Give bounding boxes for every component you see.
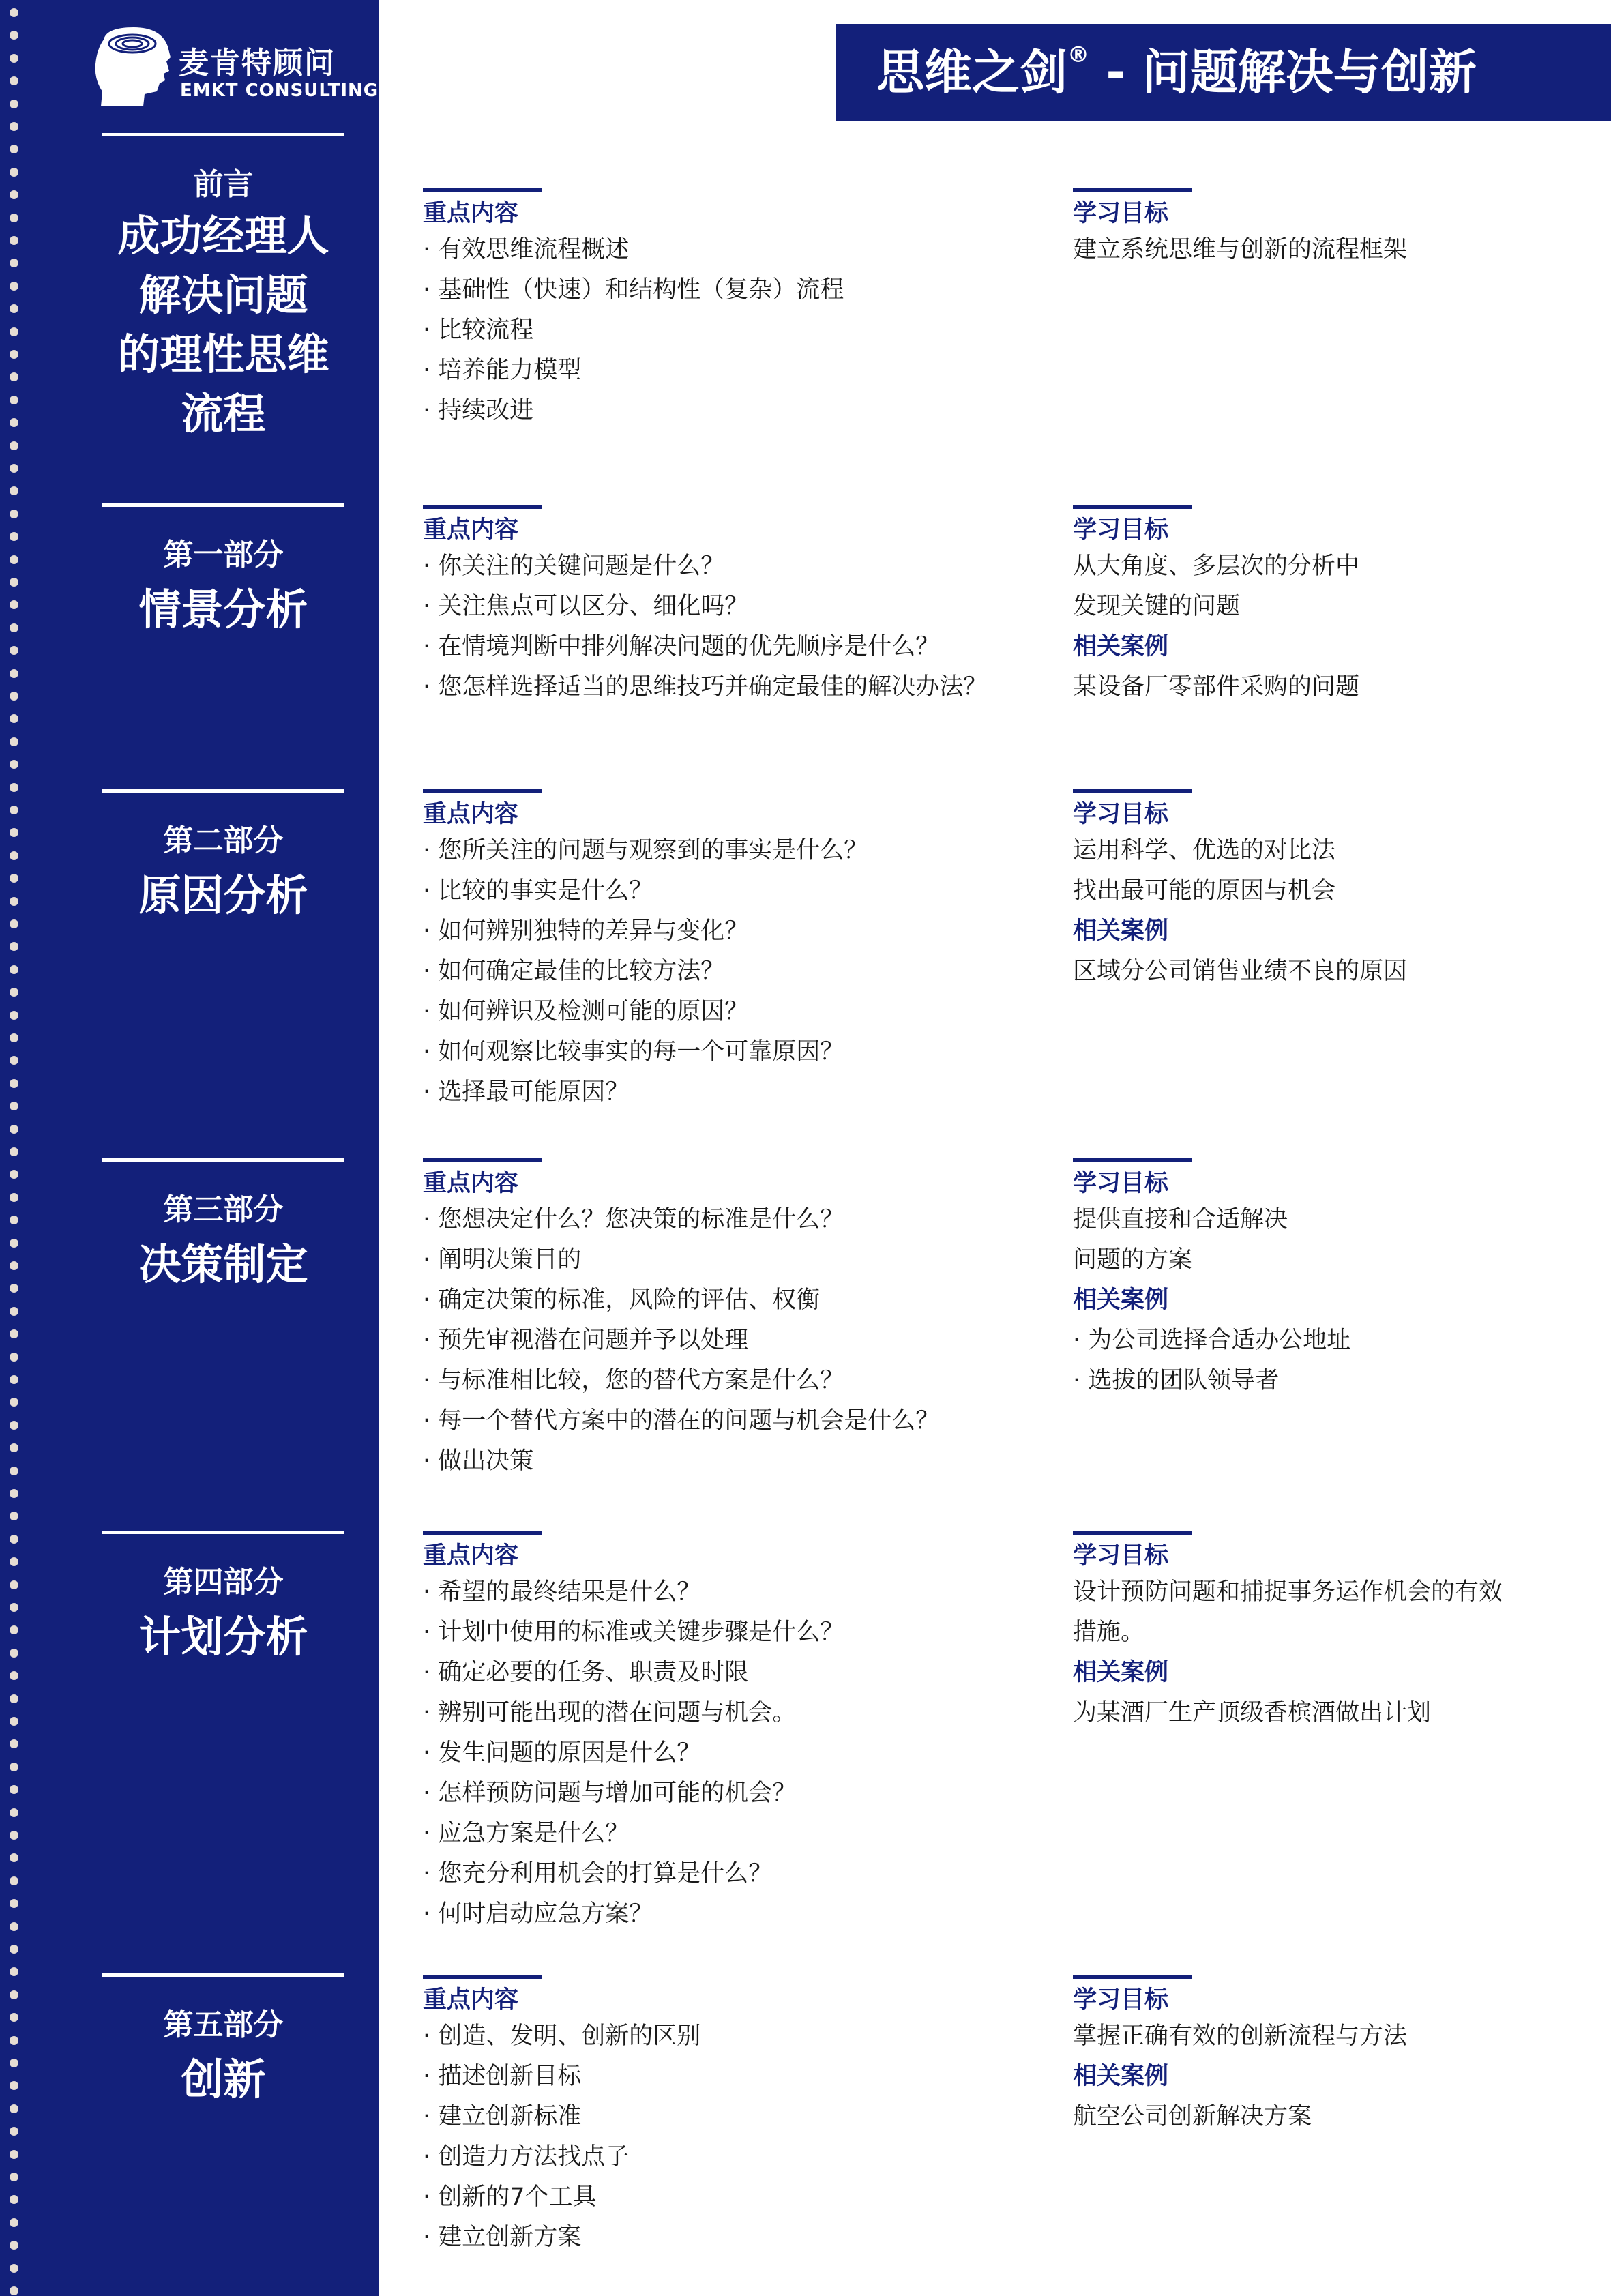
list-item: · 怎样预防问题与增加可能的机会？ xyxy=(423,1780,797,1807)
list-item: · 辨别可能出现的潜在问题与机会。 xyxy=(423,1699,797,1726)
border-dot xyxy=(10,418,18,427)
list-item: · 关注焦点可以区分、细化吗？ xyxy=(423,593,749,620)
section-subtitle: 第五部分 xyxy=(163,2007,284,2042)
learning-goal-label: 学习目标 xyxy=(1073,1542,1169,1570)
border-dot xyxy=(10,54,18,63)
learning-goal-label: 学习目标 xyxy=(1073,801,1169,828)
list-item: · 确定必要的任务、职责及时限 xyxy=(423,1659,749,1686)
list-item: · 确定决策的标准，风险的评估、权衡 xyxy=(423,1286,821,1314)
border-dot xyxy=(10,259,18,267)
list-item: · 培养能力模型 xyxy=(423,357,582,384)
border-dot xyxy=(10,2195,18,2204)
border-dot xyxy=(10,372,18,381)
related-case-label: 相关案例 xyxy=(1073,917,1169,945)
key-content-intro xyxy=(423,188,1064,431)
border-dot xyxy=(10,578,18,587)
section-title-line: 情景分析 xyxy=(138,585,308,634)
section-subtitle: 第二部分 xyxy=(163,823,284,858)
case-line: 航空公司创新解决方案 xyxy=(1073,2103,1312,2130)
border-dot xyxy=(10,1512,18,1520)
label-rule xyxy=(1073,505,1192,509)
list-item: · 您充分利用机会的打算是什么？ xyxy=(423,1860,773,1887)
header-band xyxy=(836,24,1611,121)
list-item: · 如何辨识及检测可能的原因？ xyxy=(423,998,749,1025)
key-content-label: 重点内容 xyxy=(423,200,519,227)
list-item: · 比较的事实是什么？ xyxy=(423,877,653,904)
border-dot xyxy=(10,600,18,609)
border-dot xyxy=(10,1216,18,1224)
label-rule xyxy=(423,1531,542,1535)
border-dot xyxy=(10,282,18,291)
section-divider xyxy=(102,1158,344,1162)
section-title-line: 的理性思维 xyxy=(117,329,329,379)
case-line: · 为公司选择合适办公地址 xyxy=(1073,1327,1351,1354)
border-dot xyxy=(10,2104,18,2113)
list-item: · 如何辨别独特的差异与变化？ xyxy=(423,917,749,945)
border-dot xyxy=(10,1261,18,1270)
border-dot xyxy=(10,2150,18,2159)
border-dot xyxy=(10,1193,18,1202)
border-dot xyxy=(10,1945,18,1954)
border-dot xyxy=(10,2081,18,2090)
learning-goal-intro xyxy=(1073,188,1591,270)
section-title-line: 创新 xyxy=(181,2055,266,2104)
border-dot xyxy=(10,1717,18,1726)
border-dot xyxy=(10,1671,18,1680)
key-content-label: 重点内容 xyxy=(423,1986,519,2014)
border-dot xyxy=(10,965,18,974)
goal-line: 找出最可能的原因与机会 xyxy=(1073,877,1336,904)
list-item: · 基础性（快速）和结构性（复杂）流程 xyxy=(423,276,844,304)
border-dot xyxy=(10,2173,18,2181)
border-dot xyxy=(10,1922,18,1931)
border-dot xyxy=(10,168,18,177)
section-subtitle: 第三部分 xyxy=(163,1192,284,1227)
list-item: · 您想决定什么？您决策的标准是什么？ xyxy=(423,1206,844,1233)
logo-name-cn: 麦肯特顾问 xyxy=(179,46,336,80)
list-item: · 阐明决策目的 xyxy=(423,1246,582,1274)
list-item: · 希望的最终结果是什么？ xyxy=(423,1578,701,1606)
list-item: · 选择最可能原因？ xyxy=(423,1078,630,1106)
section-title-intro xyxy=(102,133,344,443)
label-rule xyxy=(1073,188,1192,192)
list-item: · 建立创新方案 xyxy=(423,2224,582,2251)
border-dot xyxy=(10,1967,18,1976)
related-case-label: 相关案例 xyxy=(1073,2063,1169,2090)
border-dot xyxy=(10,1876,18,1885)
border-dot xyxy=(10,1489,18,1498)
list-item: · 创新的7个工具 xyxy=(423,2183,597,2211)
border-dot xyxy=(10,1625,18,1634)
list-item: · 创造力方法找点子 xyxy=(423,2143,630,2170)
goal-line: 发现关键的问题 xyxy=(1073,593,1241,620)
border-dot xyxy=(10,919,18,928)
border-dot xyxy=(10,897,18,906)
border-dot xyxy=(10,1899,18,1908)
key-content-part-2 xyxy=(423,789,1064,1113)
border-dot xyxy=(10,1421,18,1430)
border-dot xyxy=(10,555,18,564)
border-dot xyxy=(10,1170,18,1179)
section-title-line: 原因分析 xyxy=(138,870,308,920)
goal-line: 措施。 xyxy=(1073,1619,1145,1646)
list-item: · 你关注的关键问题是什么？ xyxy=(423,553,725,580)
label-rule xyxy=(423,1158,542,1162)
border-dot xyxy=(10,646,18,655)
border-dot xyxy=(10,236,18,245)
border-dot xyxy=(10,1990,18,1999)
key-content-part-3 xyxy=(423,1158,1064,1482)
list-item: · 何时启动应急方案？ xyxy=(423,1900,653,1928)
border-dot xyxy=(10,1808,18,1817)
section-title-line: 计划分析 xyxy=(138,1612,308,1662)
goal-line: 设计预防问题和捕捉事务运作机会的有效 xyxy=(1073,1578,1503,1606)
related-case-label: 相关案例 xyxy=(1073,1286,1169,1314)
border-dot xyxy=(10,714,18,723)
border-dot xyxy=(10,1739,18,1748)
label-rule xyxy=(423,1975,542,1979)
key-content-part-1 xyxy=(423,505,1064,707)
section-title-line: 解决问题 xyxy=(138,270,308,320)
page-title xyxy=(876,24,1477,121)
page-title-main: 思维之剑 xyxy=(876,44,1067,100)
border-dot xyxy=(10,2218,18,2227)
border-dot xyxy=(10,76,18,85)
border-dot xyxy=(10,874,18,883)
border-dot xyxy=(10,145,18,153)
learning-goal-part-3 xyxy=(1073,1158,1591,1401)
list-item: · 您所关注的问题与观察到的事实是什么？ xyxy=(423,837,868,864)
goal-line: 建立系统思维与创新的流程框架 xyxy=(1073,236,1408,263)
border-dot xyxy=(10,1603,18,1612)
section-title-line: 决策制定 xyxy=(138,1239,308,1289)
label-rule xyxy=(423,505,542,509)
border-dot xyxy=(10,806,18,814)
page-title-rest: - 问题解决与创新 xyxy=(1089,44,1477,100)
border-dot xyxy=(10,2286,18,2295)
case-line: · 选拔的团队领导者 xyxy=(1073,1367,1280,1394)
section-subtitle: 第四部分 xyxy=(163,1565,284,1600)
learning-goal-part-5 xyxy=(1073,1975,1591,2137)
border-dot xyxy=(10,737,18,746)
border-dot xyxy=(10,2241,18,2250)
border-dot xyxy=(10,1284,18,1293)
list-item: · 描述创新目标 xyxy=(423,2063,582,2090)
border-dot xyxy=(10,122,18,131)
list-item: · 如何确定最佳的比较方法？ xyxy=(423,958,725,985)
border-dot xyxy=(10,623,18,632)
section-subtitle: 第一部分 xyxy=(163,538,284,572)
border-dot xyxy=(10,828,18,837)
border-dot xyxy=(10,2264,18,2273)
list-item: · 您怎样选择适当的思维技巧并确定最佳的解决办法？ xyxy=(423,673,988,701)
border-dot xyxy=(10,350,18,359)
border-dot xyxy=(10,1353,18,1362)
logo xyxy=(89,26,379,108)
border-dot xyxy=(10,692,18,701)
key-content-part-4 xyxy=(423,1531,1064,1934)
border-dot xyxy=(10,988,18,997)
case-line: 为某酒厂生产顶级香槟酒做出计划 xyxy=(1073,1699,1432,1726)
border-dot xyxy=(10,190,18,199)
label-rule xyxy=(423,789,542,793)
list-item: · 应急方案是什么？ xyxy=(423,1820,630,1847)
learning-goal-label: 学习目标 xyxy=(1073,516,1169,544)
list-item: · 发生问题的原因是什么？ xyxy=(423,1739,701,1767)
border-dot xyxy=(10,1398,18,1407)
label-rule xyxy=(423,188,542,192)
border-dot xyxy=(10,1580,18,1589)
list-item: · 做出决策 xyxy=(423,1447,534,1475)
section-divider xyxy=(102,503,344,507)
goal-line: 提供直接和合适解决 xyxy=(1073,1206,1288,1233)
border-dot xyxy=(10,1853,18,1862)
border-dot xyxy=(10,510,18,518)
related-case-label: 相关案例 xyxy=(1073,633,1169,660)
border-dot xyxy=(10,669,18,678)
border-dot xyxy=(10,31,18,40)
label-rule xyxy=(1073,1975,1192,1979)
section-title-part-4 xyxy=(102,1531,344,1666)
key-content-label: 重点内容 xyxy=(423,1542,519,1570)
border-dot xyxy=(10,464,18,473)
border-dot xyxy=(10,441,18,450)
list-item: · 在情境判断中排列解决问题的优先顺序是什么？ xyxy=(423,633,940,660)
border-dot xyxy=(10,1125,18,1134)
goal-line: 从大角度、多层次的分析中 xyxy=(1073,553,1360,580)
border-dot xyxy=(10,304,18,313)
goal-line: 问题的方案 xyxy=(1073,1246,1193,1274)
border-dot xyxy=(10,486,18,495)
learning-goal-label: 学习目标 xyxy=(1073,200,1169,227)
border-dot xyxy=(10,2036,18,2045)
border-dot xyxy=(10,2059,18,2067)
learning-goal-part-1 xyxy=(1073,505,1591,707)
border-dot xyxy=(10,1033,18,1042)
key-content-label: 重点内容 xyxy=(423,1170,519,1197)
section-title-line: 流程 xyxy=(181,389,266,439)
goal-line: 运用科学、优选的对比法 xyxy=(1073,837,1336,864)
sidebar xyxy=(0,0,379,2296)
border-dot xyxy=(10,760,18,769)
section-title-part-1 xyxy=(102,503,344,639)
head-silhouette-logo-icon xyxy=(91,26,180,108)
border-dot xyxy=(10,2013,18,2022)
border-dot xyxy=(10,396,18,404)
key-content-part-5 xyxy=(423,1975,1064,2258)
list-item: · 建立创新标准 xyxy=(423,2103,582,2130)
border-dot xyxy=(10,1239,18,1248)
section-subtitle: 前言 xyxy=(193,167,254,202)
list-item: · 计划中使用的标准或关键步骤是什么？ xyxy=(423,1619,844,1646)
learning-goal-part-2 xyxy=(1073,789,1591,992)
section-divider xyxy=(102,1973,344,1977)
learning-goal-label: 学习目标 xyxy=(1073,1170,1169,1197)
list-item: · 与标准相比较，您的替代方案是什么？ xyxy=(423,1367,844,1394)
border-dot xyxy=(10,1467,18,1475)
related-case-label: 相关案例 xyxy=(1073,1659,1169,1686)
list-item: · 创造、发明、创新的区别 xyxy=(423,2022,701,2050)
case-line: 区域分公司销售业绩不良的原因 xyxy=(1073,958,1408,985)
goal-line: 掌握正确有效的创新流程与方法 xyxy=(1073,2022,1408,2050)
section-divider xyxy=(102,789,344,793)
border-dot xyxy=(10,1307,18,1316)
border-dot xyxy=(10,1785,18,1794)
border-dot xyxy=(10,1831,18,1840)
border-dot xyxy=(10,2127,18,2136)
section-title-part-2 xyxy=(102,789,344,925)
case-line: 某设备厂零部件采购的问题 xyxy=(1073,673,1360,701)
border-dot xyxy=(10,1147,18,1156)
learning-goal-label: 学习目标 xyxy=(1073,1986,1169,2014)
border-dot xyxy=(10,1694,18,1703)
border-dot xyxy=(10,8,18,17)
list-item: · 比较流程 xyxy=(423,317,534,344)
border-dot xyxy=(10,214,18,222)
label-rule xyxy=(1073,1158,1192,1162)
learning-goal-part-4 xyxy=(1073,1531,1591,1733)
dot-border xyxy=(0,0,27,2296)
border-dot xyxy=(10,851,18,860)
border-dot xyxy=(10,1011,18,1020)
border-dot xyxy=(10,1375,18,1384)
border-dot xyxy=(10,1557,18,1566)
list-item: · 持续改进 xyxy=(423,397,534,424)
section-title-part-3 xyxy=(102,1158,344,1294)
list-item: · 有效思维流程概述 xyxy=(423,236,630,263)
list-item: · 每一个替代方案中的潜在的问题与机会是什么？ xyxy=(423,1407,940,1434)
section-divider xyxy=(102,1531,344,1534)
registered-mark: ® xyxy=(1067,42,1089,68)
key-content-label: 重点内容 xyxy=(423,516,519,544)
border-dot xyxy=(10,100,18,108)
border-dot xyxy=(10,1763,18,1771)
border-dot xyxy=(10,1056,18,1065)
list-item: · 如何观察比较事实的每一个可靠原因？ xyxy=(423,1038,844,1065)
section-divider xyxy=(102,133,344,136)
border-dot xyxy=(10,942,18,951)
label-rule xyxy=(1073,789,1192,793)
label-rule xyxy=(1073,1531,1192,1535)
border-dot xyxy=(10,783,18,792)
section-title-part-5 xyxy=(102,1973,344,2109)
border-dot xyxy=(10,1079,18,1088)
border-dot xyxy=(10,327,18,336)
border-dot xyxy=(10,1329,18,1338)
section-title-line: 成功经理人 xyxy=(117,211,329,261)
border-dot xyxy=(10,1649,18,1658)
list-item: · 预先审视潜在问题并予以处理 xyxy=(423,1327,749,1354)
border-dot xyxy=(10,1443,18,1452)
border-dot xyxy=(10,532,18,541)
border-dot xyxy=(10,1102,18,1110)
border-dot xyxy=(10,1535,18,1544)
key-content-label: 重点内容 xyxy=(423,801,519,828)
logo-name-en: EMKT CONSULTING xyxy=(180,80,379,101)
